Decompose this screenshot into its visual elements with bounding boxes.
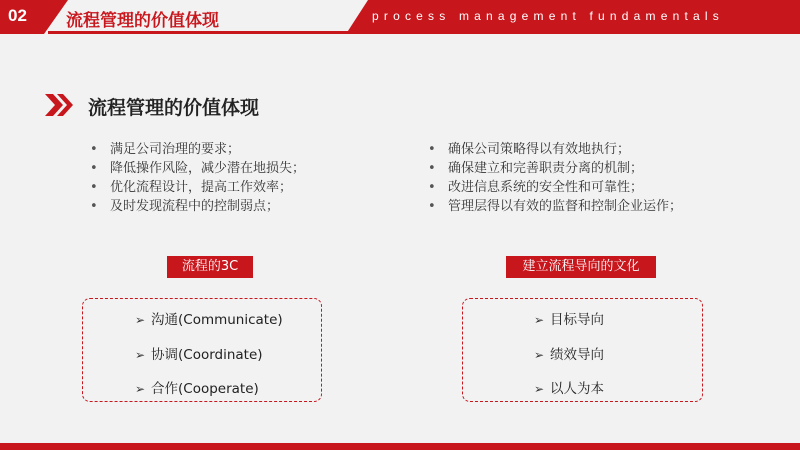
- arrow-right-icon: ➢: [135, 313, 146, 327]
- benefits-list-left: [90, 140, 305, 216]
- header-title: 流程管理的价值体现: [66, 11, 219, 31]
- process-culture-panel: [462, 298, 703, 402]
- list-item-label: 合作(Cooperate): [151, 381, 259, 397]
- list-item-label: 协调(Coordinate): [151, 347, 263, 363]
- arrow-right-icon: ➢: [534, 348, 545, 362]
- arrow-right-icon: ➢: [135, 348, 146, 362]
- arrow-right-icon: ➢: [135, 382, 146, 396]
- list-item: • 确保建立和完善职责分离的机制；: [428, 159, 682, 178]
- list-item: • 管理层得以有效的监督和控制企业运作；: [428, 197, 682, 216]
- list-item-label: 绩效导向: [550, 347, 604, 363]
- header-subtitle: process management fundamentals: [372, 9, 724, 23]
- header-bar: [0, 0, 800, 34]
- benefits-list-right: [428, 140, 682, 216]
- process-3c-label: 流程的3C: [167, 256, 253, 278]
- list-item: [135, 377, 259, 397]
- list-item: • 降低操作风险，减少潜在地损失；: [90, 159, 305, 178]
- list-item: • 改进信息系统的安全性和可靠性；: [428, 178, 682, 197]
- list-item-label: 沟通(Communicate): [151, 312, 283, 328]
- list-item: [534, 343, 604, 363]
- list-item-label: 目标导向: [550, 312, 604, 328]
- section-title: 流程管理的价值体现: [88, 97, 260, 119]
- list-item: • 确保公司策略得以有效地执行；: [428, 140, 682, 159]
- list-item: [534, 308, 604, 328]
- arrow-right-icon: ➢: [534, 382, 545, 396]
- list-item: • 满足公司治理的要求；: [90, 140, 305, 159]
- footer-bar: [0, 443, 800, 450]
- process-3c-panel: [82, 298, 322, 402]
- process-culture-label: 建立流程导向的文化: [506, 256, 656, 278]
- list-item: • 及时发现流程中的控制弱点；: [90, 197, 305, 216]
- list-item: [534, 377, 604, 397]
- header-number: 02: [8, 6, 27, 25]
- double-chevron-right-icon: [45, 94, 75, 116]
- list-item: [135, 343, 263, 363]
- header-underline: [48, 31, 348, 34]
- list-item: [135, 308, 283, 328]
- list-item-label: 以人为本: [550, 381, 604, 397]
- list-item: • 优化流程设计，提高工作效率；: [90, 178, 305, 197]
- arrow-right-icon: ➢: [534, 313, 545, 327]
